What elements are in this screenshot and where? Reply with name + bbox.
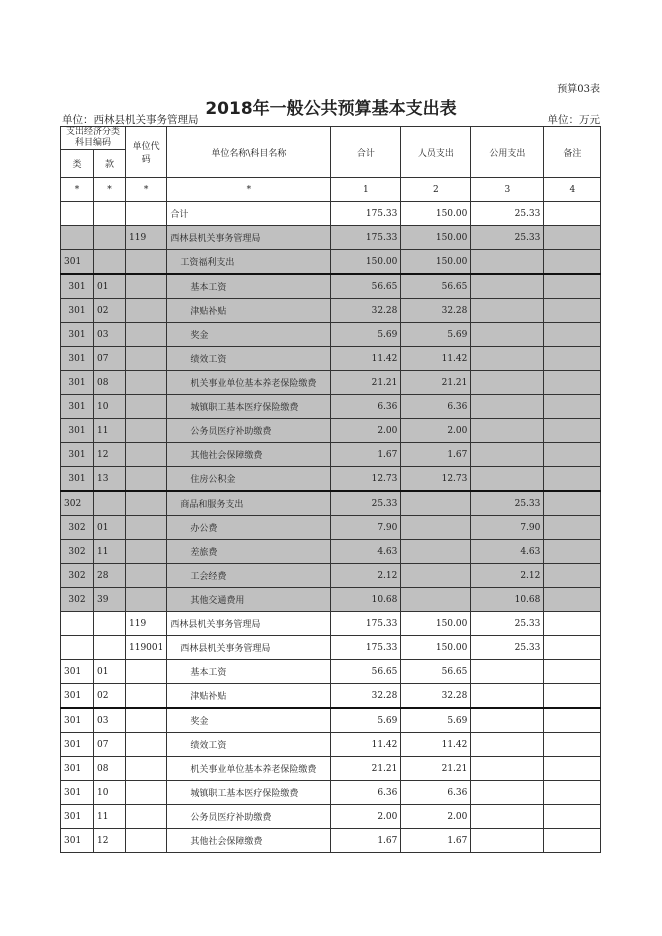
cell-name: 工资福利支出 (167, 250, 331, 275)
cell-public (471, 250, 544, 275)
cell-personnel: 150.00 (401, 226, 471, 250)
cell-kuan: 13 (94, 467, 126, 492)
cell-public (471, 443, 544, 467)
cell-public (471, 299, 544, 323)
cell-name: 绩效工资 (167, 347, 331, 371)
cell-unit-code (126, 757, 167, 781)
cell-kuan (94, 250, 126, 275)
cell-total: 10.68 (331, 588, 401, 612)
cell-name: 公务员医疗补助缴费 (167, 419, 331, 443)
cell-name: 西林县机关事务管理局 (167, 612, 331, 636)
cell-lei: 301 (61, 323, 94, 347)
cell-remark (544, 491, 601, 516)
cell-total: 175.33 (331, 612, 401, 636)
cell-personnel: 56.65 (401, 274, 471, 299)
cell-kuan: 02 (94, 684, 126, 709)
cell-remark (544, 299, 601, 323)
cell-kuan: 10 (94, 395, 126, 419)
cell-personnel: 32.28 (401, 299, 471, 323)
cell-total: 175.33 (331, 226, 401, 250)
table-row (61, 274, 601, 299)
cell-lei: 301 (61, 467, 94, 492)
cell-personnel (401, 516, 471, 540)
cell-public (471, 467, 544, 492)
cell-personnel: 6.36 (401, 395, 471, 419)
cell-kuan (94, 491, 126, 516)
cell-public (471, 419, 544, 443)
cell-total: 2.00 (331, 419, 401, 443)
cell-lei: 302 (61, 588, 94, 612)
cell-remark (544, 250, 601, 275)
cell-public (471, 684, 544, 709)
cell-unit-code (126, 540, 167, 564)
table-row (61, 323, 601, 347)
cell-lei: 301 (61, 274, 94, 299)
cell-public: 7.90 (471, 516, 544, 540)
cell-total: 2.00 (331, 805, 401, 829)
cell-remark (544, 516, 601, 540)
cell-remark (544, 588, 601, 612)
cell-public (471, 781, 544, 805)
cell-remark (544, 708, 601, 733)
cell-kuan (94, 612, 126, 636)
cell-unit-code (126, 443, 167, 467)
cell-kuan: 01 (94, 274, 126, 299)
cell-remark (544, 419, 601, 443)
table-row (61, 202, 601, 226)
cell-remark (544, 274, 601, 299)
header-remark: 备注 (544, 127, 601, 178)
cell-total: 11.42 (331, 733, 401, 757)
cell-lei: 301 (61, 684, 94, 709)
cell-lei (61, 612, 94, 636)
cell-lei: 301 (61, 395, 94, 419)
cell-lei: 301 (61, 733, 94, 757)
cell-unit-code (126, 371, 167, 395)
cell-personnel (401, 564, 471, 588)
cell-total: 21.21 (331, 371, 401, 395)
cell-total: 11.42 (331, 347, 401, 371)
cell-personnel: 2.00 (401, 419, 471, 443)
cell-lei: 302 (61, 564, 94, 588)
cell-unit-code (126, 250, 167, 275)
cell-remark (544, 347, 601, 371)
cell-unit-code: 119 (126, 226, 167, 250)
cell-kuan: 07 (94, 347, 126, 371)
budget-table (60, 126, 601, 853)
cell-kuan: 01 (94, 660, 126, 684)
cell-remark (544, 395, 601, 419)
cell-remark (544, 564, 601, 588)
table-row (61, 733, 601, 757)
cell-unit-code (126, 588, 167, 612)
cell-remark (544, 636, 601, 660)
cell-personnel (401, 491, 471, 516)
cell-name: 工会经费 (167, 564, 331, 588)
cell-lei: 301 (61, 660, 94, 684)
table-row (61, 299, 601, 323)
cell-total: 1.67 (331, 829, 401, 853)
cell-total: 6.36 (331, 781, 401, 805)
cell-personnel: 150.00 (401, 202, 471, 226)
table-row (61, 347, 601, 371)
cell-name: 差旅费 (167, 540, 331, 564)
cell-kuan: 03 (94, 323, 126, 347)
cell-name: 绩效工资 (167, 733, 331, 757)
cell-kuan: 07 (94, 733, 126, 757)
cell-remark (544, 226, 601, 250)
cell-total: 56.65 (331, 274, 401, 299)
table-row (61, 226, 601, 250)
index-cell: 3 (471, 178, 544, 202)
cell-kuan: 10 (94, 781, 126, 805)
cell-remark (544, 540, 601, 564)
cell-total: 21.21 (331, 757, 401, 781)
cell-unit-code (126, 395, 167, 419)
cell-total: 7.90 (331, 516, 401, 540)
cell-public: 4.63 (471, 540, 544, 564)
table-row (61, 419, 601, 443)
cell-unit-code: 119 (126, 612, 167, 636)
cell-personnel: 2.00 (401, 805, 471, 829)
cell-lei (61, 202, 94, 226)
cell-name: 其他社会保障缴费 (167, 829, 331, 853)
cell-name: 奖金 (167, 708, 331, 733)
cell-total: 1.67 (331, 443, 401, 467)
cell-total: 12.73 (331, 467, 401, 492)
cell-kuan: 28 (94, 564, 126, 588)
cell-public (471, 347, 544, 371)
cell-name: 商品和服务支出 (167, 491, 331, 516)
cell-total: 56.65 (331, 660, 401, 684)
header-public: 公用支出 (471, 127, 544, 178)
cell-lei: 301 (61, 347, 94, 371)
cell-remark (544, 612, 601, 636)
cell-lei: 302 (61, 491, 94, 516)
cell-public (471, 829, 544, 853)
header-total: 合计 (331, 127, 401, 178)
cell-name: 奖金 (167, 323, 331, 347)
cell-lei (61, 636, 94, 660)
header-lei: 类 (61, 150, 94, 178)
cell-personnel: 1.67 (401, 443, 471, 467)
cell-name: 合计 (167, 202, 331, 226)
cell-lei: 302 (61, 516, 94, 540)
cell-public: 2.12 (471, 564, 544, 588)
table-row (61, 371, 601, 395)
cell-personnel: 11.42 (401, 733, 471, 757)
table-row (61, 829, 601, 853)
cell-personnel: 21.21 (401, 757, 471, 781)
cell-unit-code (126, 467, 167, 492)
cell-remark (544, 660, 601, 684)
table-row (61, 467, 601, 492)
cell-kuan: 11 (94, 805, 126, 829)
cell-unit-code (126, 323, 167, 347)
cell-kuan (94, 226, 126, 250)
cell-name: 机关事业单位基本养老保险缴费 (167, 371, 331, 395)
cell-personnel: 12.73 (401, 467, 471, 492)
cell-kuan: 08 (94, 757, 126, 781)
cell-lei: 301 (61, 829, 94, 853)
header-unit-code: 单位代码 (126, 127, 167, 178)
cell-total: 6.36 (331, 395, 401, 419)
cell-remark (544, 829, 601, 853)
index-cell: 4 (544, 178, 601, 202)
table-row (61, 612, 601, 636)
table-row (61, 250, 601, 275)
cell-unit-code (126, 202, 167, 226)
cell-personnel: 150.00 (401, 612, 471, 636)
table-row (61, 684, 601, 709)
cell-kuan (94, 202, 126, 226)
cell-unit-code (126, 781, 167, 805)
cell-unit-code (126, 660, 167, 684)
cell-name: 西林县机关事务管理局 (167, 636, 331, 660)
cell-lei: 301 (61, 781, 94, 805)
cell-remark (544, 323, 601, 347)
index-cell: * (167, 178, 331, 202)
table-row (61, 491, 601, 516)
cell-unit-code (126, 708, 167, 733)
cell-public (471, 660, 544, 684)
table-row (61, 757, 601, 781)
cell-remark (544, 757, 601, 781)
index-cell: 1 (331, 178, 401, 202)
index-cell: * (94, 178, 126, 202)
cell-kuan (94, 636, 126, 660)
index-row (61, 178, 601, 202)
cell-kuan: 11 (94, 419, 126, 443)
cell-public (471, 274, 544, 299)
cell-unit-code (126, 491, 167, 516)
unit-name: 单位：西林县机关事务管理局 (62, 114, 199, 126)
cell-kuan: 08 (94, 371, 126, 395)
cell-kuan: 02 (94, 299, 126, 323)
cell-lei: 301 (61, 443, 94, 467)
cell-total: 175.33 (331, 202, 401, 226)
index-cell: * (61, 178, 94, 202)
cell-public (471, 708, 544, 733)
cell-lei: 301 (61, 757, 94, 781)
table-row (61, 516, 601, 540)
cell-remark (544, 443, 601, 467)
cell-name: 机关事业单位基本养老保险缴费 (167, 757, 331, 781)
cell-public: 25.33 (471, 226, 544, 250)
cell-unit-code (126, 516, 167, 540)
cell-personnel: 5.69 (401, 323, 471, 347)
cell-name: 其他社会保障缴费 (167, 443, 331, 467)
table-row (61, 443, 601, 467)
cell-lei: 301 (61, 371, 94, 395)
header-name: 单位名称\科目名称 (167, 127, 331, 178)
table-row (61, 636, 601, 660)
cell-name: 基本工资 (167, 274, 331, 299)
cell-personnel: 56.65 (401, 660, 471, 684)
cell-personnel: 5.69 (401, 708, 471, 733)
cell-personnel: 11.42 (401, 347, 471, 371)
cell-kuan: 12 (94, 443, 126, 467)
cell-lei: 301 (61, 708, 94, 733)
page-title: 2018年一般公共预算基本支出表 (205, 99, 457, 119)
cell-remark (544, 781, 601, 805)
cell-lei: 301 (61, 250, 94, 275)
cell-public (471, 733, 544, 757)
cell-remark (544, 202, 601, 226)
cell-kuan: 11 (94, 540, 126, 564)
cell-unit-code: 119001 (126, 636, 167, 660)
table-row (61, 540, 601, 564)
cell-name: 住房公积金 (167, 467, 331, 492)
cell-name: 城镇职工基本医疗保险缴费 (167, 395, 331, 419)
cell-unit-code (126, 829, 167, 853)
cell-unit-code (126, 299, 167, 323)
cell-total: 175.33 (331, 636, 401, 660)
cell-public: 25.33 (471, 202, 544, 226)
cell-total: 32.28 (331, 684, 401, 709)
cell-remark (544, 733, 601, 757)
cell-total: 4.63 (331, 540, 401, 564)
cell-total: 32.28 (331, 299, 401, 323)
cell-personnel (401, 540, 471, 564)
cell-public (471, 757, 544, 781)
cell-unit-code (126, 805, 167, 829)
cell-unit-code (126, 347, 167, 371)
header-econ-code: 支出经济分类科目编码 (61, 127, 126, 150)
table-row (61, 395, 601, 419)
cell-public (471, 395, 544, 419)
header-kuan: 款 (94, 150, 126, 178)
cell-name: 其他交通费用 (167, 588, 331, 612)
table-row (61, 708, 601, 733)
cell-name: 公务员医疗补助缴费 (167, 805, 331, 829)
table-row (61, 805, 601, 829)
table-row (61, 564, 601, 588)
cell-name: 津贴补贴 (167, 299, 331, 323)
cell-unit-code (126, 684, 167, 709)
cell-lei: 301 (61, 419, 94, 443)
cell-total: 150.00 (331, 250, 401, 275)
cell-personnel: 150.00 (401, 250, 471, 275)
cell-lei: 301 (61, 805, 94, 829)
cell-unit-code (126, 419, 167, 443)
cell-total: 5.69 (331, 708, 401, 733)
cell-public: 25.33 (471, 612, 544, 636)
cell-public: 25.33 (471, 636, 544, 660)
cell-total: 5.69 (331, 323, 401, 347)
cell-total: 25.33 (331, 491, 401, 516)
index-cell: 2 (401, 178, 471, 202)
cell-remark (544, 805, 601, 829)
table-row (61, 781, 601, 805)
currency-unit: 单位：万元 (547, 114, 600, 126)
cell-public (471, 323, 544, 347)
cell-kuan: 39 (94, 588, 126, 612)
cell-unit-code (126, 564, 167, 588)
cell-kuan: 03 (94, 708, 126, 733)
cell-name: 办公费 (167, 516, 331, 540)
cell-lei (61, 226, 94, 250)
cell-total: 2.12 (331, 564, 401, 588)
table-row (61, 588, 601, 612)
cell-personnel: 21.21 (401, 371, 471, 395)
cell-personnel: 150.00 (401, 636, 471, 660)
table-code: 预算03表 (557, 84, 600, 95)
cell-name: 城镇职工基本医疗保险缴费 (167, 781, 331, 805)
cell-remark (544, 467, 601, 492)
cell-remark (544, 684, 601, 709)
cell-public (471, 805, 544, 829)
cell-name: 西林县机关事务管理局 (167, 226, 331, 250)
cell-name: 基本工资 (167, 660, 331, 684)
cell-unit-code (126, 733, 167, 757)
index-cell: * (126, 178, 167, 202)
cell-public: 10.68 (471, 588, 544, 612)
cell-personnel: 32.28 (401, 684, 471, 709)
cell-public: 25.33 (471, 491, 544, 516)
cell-unit-code (126, 274, 167, 299)
cell-public (471, 371, 544, 395)
table-row (61, 660, 601, 684)
cell-kuan: 12 (94, 829, 126, 853)
cell-personnel: 1.67 (401, 829, 471, 853)
cell-name: 津贴补贴 (167, 684, 331, 709)
cell-personnel (401, 588, 471, 612)
cell-lei: 302 (61, 540, 94, 564)
cell-personnel: 6.36 (401, 781, 471, 805)
cell-kuan: 01 (94, 516, 126, 540)
header-personnel: 人员支出 (401, 127, 471, 178)
cell-remark (544, 371, 601, 395)
cell-lei: 301 (61, 299, 94, 323)
